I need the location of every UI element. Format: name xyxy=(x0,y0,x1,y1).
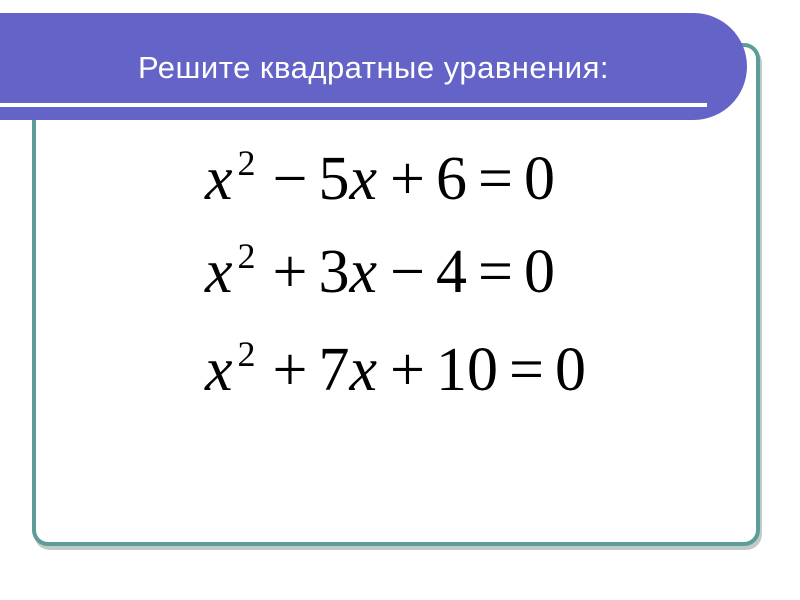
equation xyxy=(205,143,555,213)
slide-title: Решите квадратные уравнения: xyxy=(137,50,609,85)
equation-token-num: 4 xyxy=(436,238,467,306)
equation-token-num: 0 xyxy=(554,336,586,404)
equation-token-op: = xyxy=(478,238,513,306)
equation-token-num: 10 xyxy=(436,336,498,404)
equation-token-var: x xyxy=(349,336,378,404)
equation-token-op: − xyxy=(272,145,308,213)
equation-token-num: 0 xyxy=(523,145,555,213)
equation-token-num: 5 xyxy=(318,145,350,213)
equation-token-op: = xyxy=(509,336,544,404)
equation-token-var: x xyxy=(205,336,233,404)
equation-token-op: + xyxy=(390,336,425,404)
equation-token-op: + xyxy=(272,238,308,306)
equation-token-op: + xyxy=(272,336,308,404)
equation xyxy=(205,334,586,404)
equation-token-op: − xyxy=(390,238,425,306)
equation-token-sup: 2 xyxy=(237,236,256,276)
equation-token-op: = xyxy=(478,145,513,213)
equation-token-sup: 2 xyxy=(237,334,256,374)
equation-token-op: + xyxy=(390,145,425,213)
title-banner xyxy=(0,13,747,120)
equation-token-var: x xyxy=(205,238,233,306)
title-underline xyxy=(0,103,707,107)
equation-token-num: 6 xyxy=(436,145,467,213)
equation-token-var: x xyxy=(349,238,378,306)
equation-token-num: 0 xyxy=(523,238,555,306)
equation-token-num: 3 xyxy=(318,238,350,306)
equation-token-var: x xyxy=(205,145,233,213)
equation-token-var: x xyxy=(349,145,378,213)
equation xyxy=(205,236,555,306)
equation-token-sup: 2 xyxy=(237,143,256,183)
equation-token-num: 7 xyxy=(318,336,350,404)
